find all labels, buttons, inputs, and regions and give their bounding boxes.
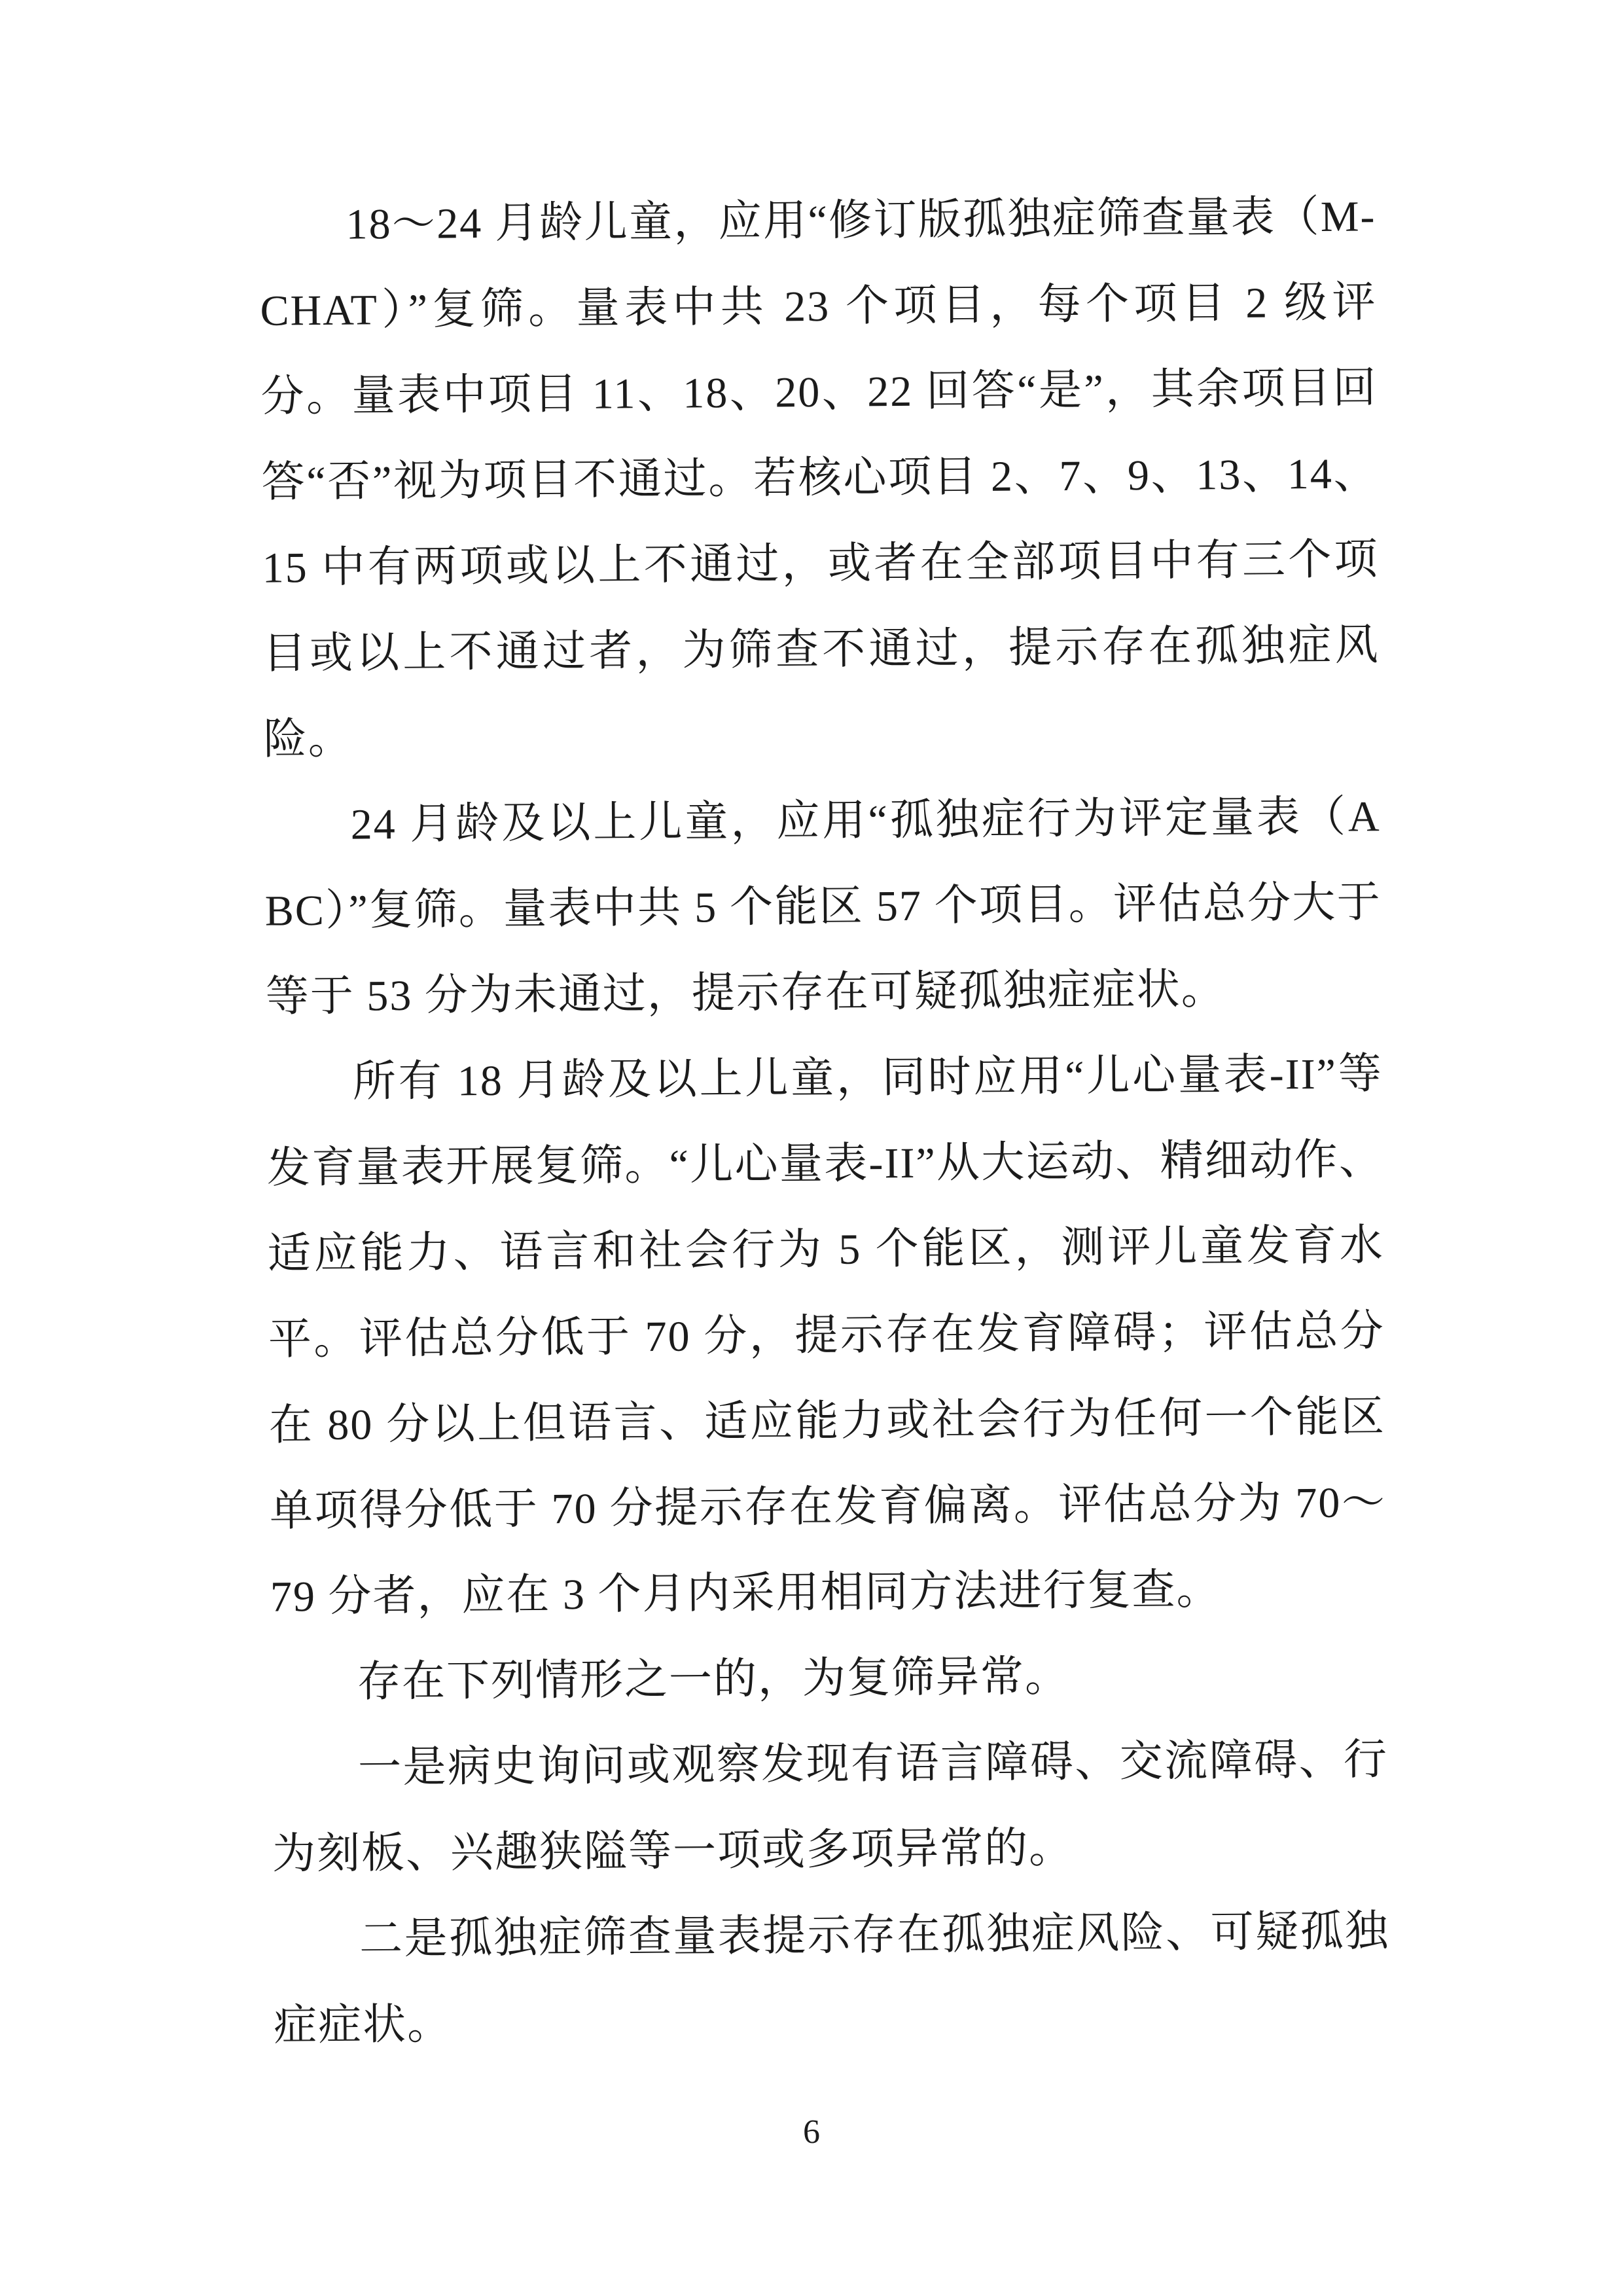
paragraph-abnormal-intro: 存在下列情形之一的，为复筛异常。: [357, 1653, 1070, 1706]
document-body: [259, 173, 1391, 2068]
paragraph-abc-screening: 24 月龄及以上儿童，应用“孤独症行为评定量表（ABC）”复筛。量表中共 5 个能区 57 个项目。评估总分大于等于 53 分为未通过，提示存在可疑孤独症症状。: [264, 793, 1382, 1021]
page-number: 6: [803, 2113, 820, 2151]
paragraph-mchat-screening: 18～24 月龄儿童，应用“修订版孤独症筛查量表（M-CHAT）”复筛。量表中共 23 个项目，每个项目 2 级评分。量表中项目 11、18、20、22 回答“是”，其余项目回答“否”视为项目不通过。若核心项目 2、7、9、13、14、15 中有两项或以上不通过，或者在全部项目中有三个项目或以上不通过者，为筛查不通过，提示存在孤独症风险。: [260, 192, 1380, 764]
paragraph-condition-one: 一是病史询问或观察发现有语言障碍、交流障碍、行为刻板、兴趣狭隘等一项或多项异常的。: [272, 1736, 1389, 1878]
paragraph-condition-two: 二是孤独症筛查量表提示存在孤独症风险、可疑孤独症症状。: [273, 1907, 1390, 2050]
page-footer: [0, 2113, 1623, 2152]
paragraph-development-scale: 所有 18 月龄及以上儿童，同时应用“儿心量表-II”等发育量表开展复筛。“儿心量表-II”从大运动、精细动作、适应能力、语言和社会行为 5 个能区，测评儿童发育水平。评估总分低于 70 分，提示存在发育障碍；评估总分在 80 分以上但语言、适应能力或社会行为任何一个能区单项得分低于 70 分提示存在发育偏离。评估总分为 70～79 分者，应在 3 个月内采用相同方法进行复查。: [266, 1050, 1387, 1621]
